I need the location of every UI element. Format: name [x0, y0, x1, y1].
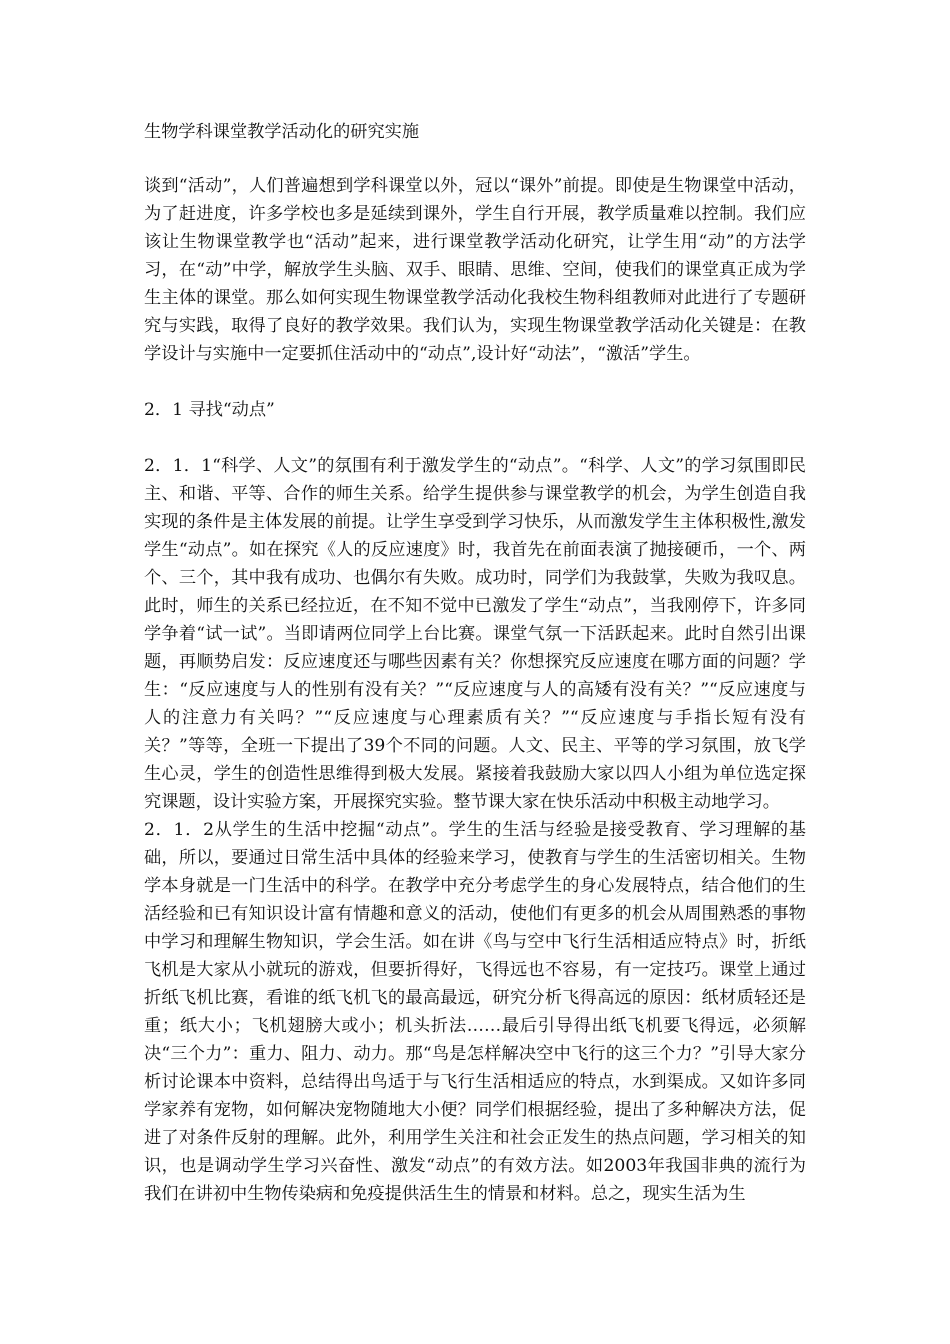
- paragraph-2-1-1: 2．1．1“科学、人文”的氛围有利于激发学生的“动点”。“科学、人文”的学习氛围即民主、和谐、平等、合作的师生关系。给学生提供参与课堂教学的机会，为学生创造自我实现的条件是主体发展的前提。让学生享受到学习快乐，从而激发学生主体积极性,激发学生“动点”。如在探究《人的反应速度》时，我首先在前面表演了抛接硬币，一个、两个、三个，其中我有成功、也偶尔有失败。成功时，同学们为我鼓掌，失败为我叹息。此时，师生的关系已经拉近，在不知不觉中已激发了学生“动点”，当我刚停下，许多同学争着“试一试”。当即请两位同学上台比赛。课堂气氛一下活跃起来。此时自然引出课题，再顺势启发：反应速度还与哪些因素有关？你想探究反应速度在哪方面的问题？学生：“反应速度与人的性别有没有关？”“反应速度与人的高矮有没有关？”“反应速度与人的注意力有关吗？”“反应速度与心理素质有关？”“反应速度与手指长短有没有关？”等等，全班一下提出了39个不同的问题。人文、民主、平等的学习氛围，放飞学生心灵，学生的创造性思维得到极大发展。紧接着我鼓励大家以四人小组为单位选定探究课题，设计实验方案，开展探究实验。整节课大家在快乐活动中积极主动地学习。: [144, 456, 806, 812]
- paragraph-2-1-2: 2．1．2从学生的生活中挖掘“动点”。学生的生活与经验是接受教育、学习理解的基础，所以，要通过日常生活中具体的经验来学习，使教育与学生的生活密切相关。生物学本身就是一门生活中的科学。在教学中充分考虑学生的身心发展特点，结合他们的生活经验和已有知识设计富有情趣和意义的活动，使他们有更多的机会从周围熟悉的事物中学习和理解生物知识，学会生活。如在讲《鸟与空中飞行生活相适应特点》时，折纸飞机是大家从小就玩的游戏，但要折得好，飞得远也不容易，有一定技巧。课堂上通过折纸飞机比赛，看谁的纸飞机飞的最高最远，研究分析飞得高远的原因：纸材质轻还是重；纸大小；飞机翅膀大或小；机头折法……最后引导得出纸飞机要飞得远，必须解决“三个力”：重力、阻力、动力。那“鸟是怎样解决空中飞行的这三个力？”引导大家分析讨论课本中资料，总结得出鸟适于与飞行生活相适应的特点，水到渠成。又如许多同学家养有宠物，如何解决宠物随地大小便？同学们根据经验，提出了多种解决方法，促进了对条件反射的理解。此外，利用学生关注和社会正发生的热点问题，学习相关的知识，也是调动学生学习兴奋性、激发“动点”的有效方法。如2003年我国非典的流行为我们在讲初中生物传染病和免疫提供活生生的情景和材料。总之，现实生活为生: [144, 820, 806, 1204]
- section-heading-2-1: 2．1 寻找“动点”: [144, 400, 275, 420]
- document-body: [144, 118, 806, 1208]
- document-title: 生物学科课堂教学活动化的研究实施: [144, 122, 420, 142]
- intro-paragraph: 谈到“活动”，人们普遍想到学科课堂以外，冠以“课外”前提。即使是生物课堂中活动，为了赶进度，许多学校也多是延续到课外，学生自行开展，教学质量难以控制。我们应该让生物课堂教学也“活动”起来，进行课堂教学活动化研究，让学生用“动”的方法学习，在“动”中学，解放学生头脑、双手、眼睛、思维、空间，使我们的课堂真正成为学生主体的课堂。那么如何实现生物课堂教学活动化我校生物科组教师对此进行了专题研究与实践，取得了良好的教学效果。我们认为，实现生物课堂教学活动化关键是：在教学设计与实施中一定要抓住活动中的“动点”,设计好“动法”，“激活”学生。: [144, 176, 806, 364]
